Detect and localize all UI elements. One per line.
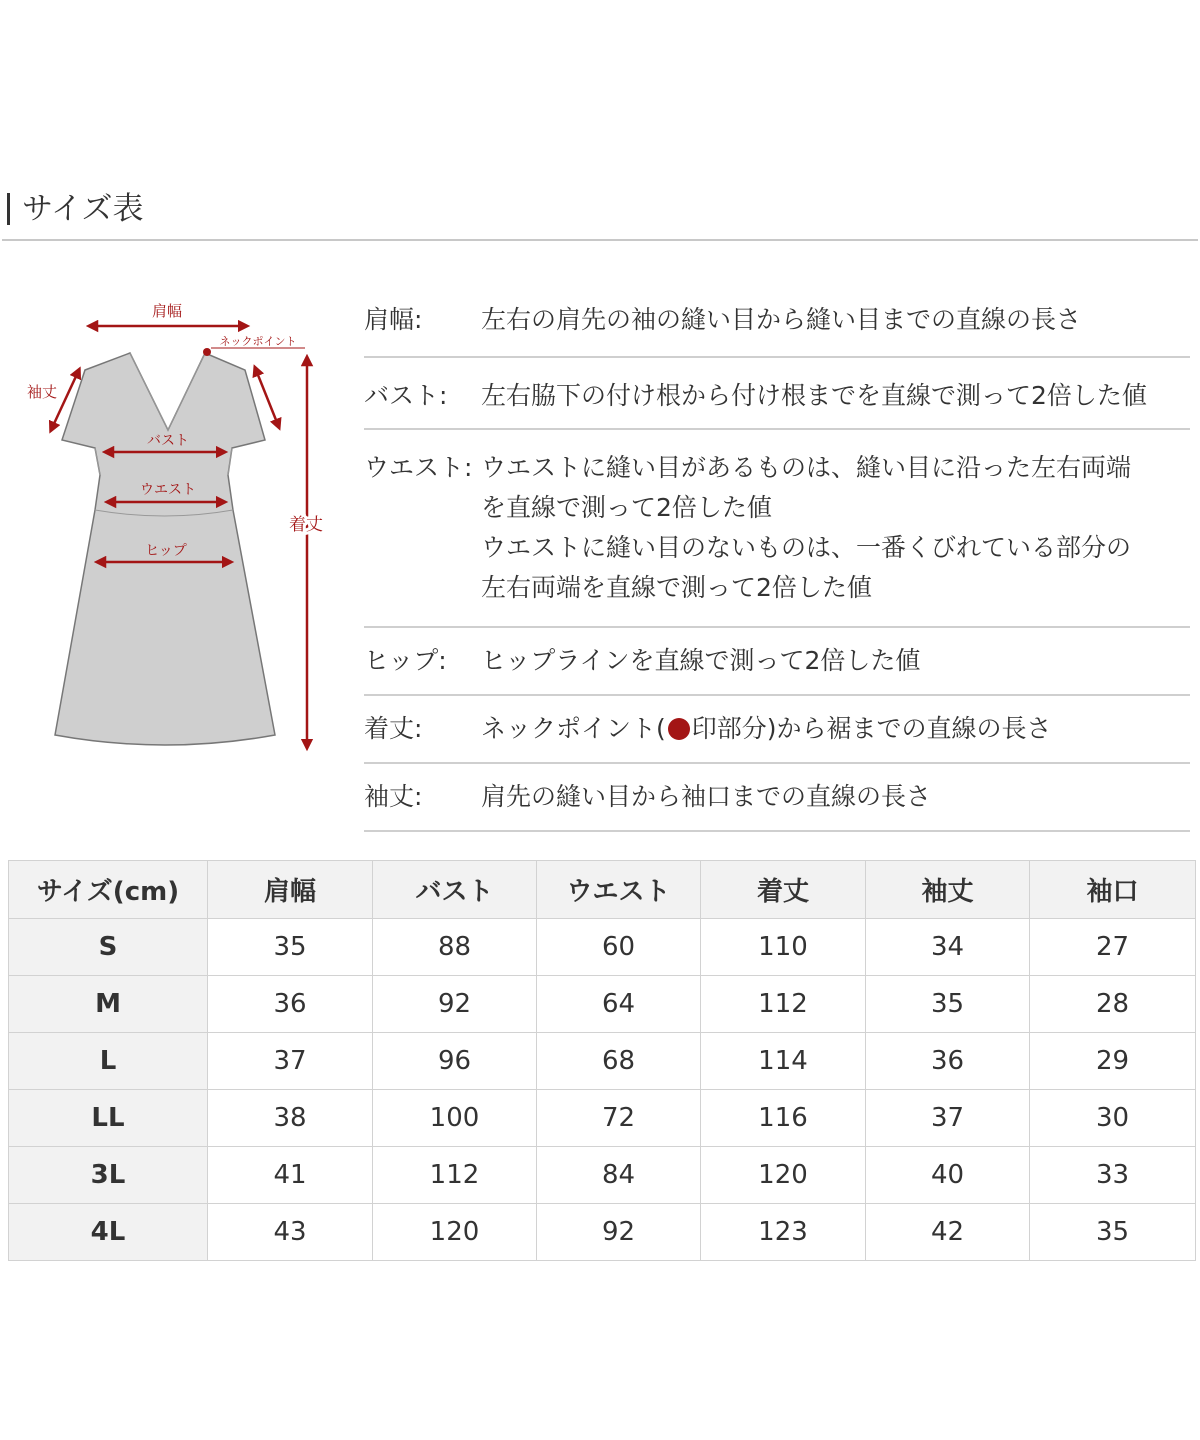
neck-point-dot-icon (668, 718, 690, 740)
definition-line-start: ネックポイント( (481, 714, 666, 743)
hip-label: ヒップ (145, 543, 187, 559)
table-cell: 110 (701, 919, 866, 976)
table-cell: 38 (208, 1090, 373, 1147)
neck-point-marker (203, 348, 211, 356)
definition-line: を直線で測って2倍した値 (481, 493, 772, 522)
table-row (9, 1033, 1196, 1090)
definition-term: 着丈: (364, 714, 423, 743)
definition-line: 左右の肩先の袖の縫い目から縫い目までの直線の長さ (481, 305, 1082, 334)
table-cell: 120 (701, 1147, 866, 1204)
header-bust: バスト (373, 861, 537, 919)
table-row (9, 919, 1196, 976)
definition-text (481, 641, 1190, 681)
table-cell: 100 (373, 1090, 537, 1147)
dress-illustration (0, 290, 340, 760)
definition-term: バスト: (364, 381, 448, 410)
header-length: 着丈 (701, 861, 866, 919)
definition-text (481, 300, 1190, 340)
header-cuff: 袖口 (1030, 861, 1196, 919)
table-cell: 60 (537, 919, 701, 976)
table-cell: 114 (701, 1033, 866, 1090)
definition-bust (364, 358, 1190, 430)
size-cell: 3L (9, 1147, 208, 1204)
table-row (9, 1090, 1196, 1147)
table-cell: 34 (866, 919, 1030, 976)
header-sleeve: 袖丈 (866, 861, 1030, 919)
header-accent-bar (7, 193, 10, 225)
table-cell: 64 (537, 976, 701, 1033)
table-cell: 28 (1030, 976, 1196, 1033)
table-cell: 41 (208, 1147, 373, 1204)
measurement-definitions (364, 295, 1190, 832)
table-cell: 40 (866, 1147, 1030, 1204)
size-cell: M (9, 976, 208, 1033)
size-cell: LL (9, 1090, 208, 1147)
bust-label: バスト (147, 433, 189, 449)
table-row (9, 1204, 1196, 1261)
definition-term: ウエスト: (364, 453, 473, 482)
definition-text (481, 777, 1190, 817)
size-cell: S (9, 919, 208, 976)
table-row (9, 976, 1196, 1033)
definition-hip (364, 628, 1190, 696)
definition-line: ウエストに縫い目のないものは、一番くびれている部分の (481, 533, 1132, 562)
table-cell: 35 (866, 976, 1030, 1033)
definition-line: 左右両端を直線で測って2倍した値 (481, 573, 872, 602)
definition-line-end: 印部分)から裾までの直線の長さ (691, 714, 1052, 743)
definition-term: ヒップ: (364, 646, 447, 675)
section-header (0, 185, 1200, 245)
definition-length (364, 696, 1190, 764)
definition-line: 肩先の縫い目から袖口までの直線の長さ (481, 782, 932, 811)
table-cell: 112 (373, 1147, 537, 1204)
table-cell: 42 (866, 1204, 1030, 1261)
table-cell: 112 (701, 976, 866, 1033)
table-cell: 36 (208, 976, 373, 1033)
table-row (9, 1147, 1196, 1204)
table-cell: 68 (537, 1033, 701, 1090)
table-cell: 120 (373, 1204, 537, 1261)
size-table (8, 860, 1196, 1261)
table-cell: 96 (373, 1033, 537, 1090)
definition-line: ヒップラインを直線で測って2倍した値 (481, 646, 921, 675)
waist-label: ウエスト (140, 482, 196, 498)
definition-text (481, 709, 1190, 749)
table-cell: 72 (537, 1090, 701, 1147)
page-title: サイズ表 (22, 191, 144, 227)
table-cell: 37 (866, 1090, 1030, 1147)
garment-diagram (0, 290, 340, 760)
length-label: 着丈 (289, 515, 323, 535)
definition-term: 肩幅: (364, 305, 423, 334)
table-header-row (9, 861, 1196, 919)
size-cell: L (9, 1033, 208, 1090)
table-cell: 30 (1030, 1090, 1196, 1147)
definition-shoulder (364, 295, 1190, 358)
table-cell: 37 (208, 1033, 373, 1090)
table-cell: 116 (701, 1090, 866, 1147)
table-cell: 27 (1030, 919, 1196, 976)
table-cell: 92 (537, 1204, 701, 1261)
table-cell: 36 (866, 1033, 1030, 1090)
header-shoulder: 肩幅 (208, 861, 373, 919)
definition-sleeve (364, 764, 1190, 832)
table-cell: 35 (1030, 1204, 1196, 1261)
definition-text (481, 448, 1190, 608)
table-cell: 35 (208, 919, 373, 976)
table-cell: 33 (1030, 1147, 1196, 1204)
header-waist: ウエスト (537, 861, 701, 919)
table-cell: 84 (537, 1147, 701, 1204)
sleeve-arrow-right (256, 370, 278, 425)
table-cell: 29 (1030, 1033, 1196, 1090)
table-cell: 92 (373, 976, 537, 1033)
header-size: サイズ(cm) (9, 861, 208, 919)
sleeve-label: 袖丈 (26, 383, 58, 401)
header-divider (2, 239, 1198, 241)
table-cell: 43 (208, 1204, 373, 1261)
definition-line: 左右脇下の付け根から付け根までを直線で測って2倍した値 (481, 381, 1147, 410)
neck-point-label: ネックポイント (219, 335, 297, 348)
size-cell: 4L (9, 1204, 208, 1261)
definition-waist (364, 430, 1190, 628)
definition-text (481, 376, 1190, 416)
table-cell: 88 (373, 919, 537, 976)
definition-line: ウエストに縫い目があるものは、縫い目に沿った左右両端 (481, 453, 1132, 482)
shoulder-label: 肩幅 (151, 302, 183, 320)
definition-term: 袖丈: (364, 782, 423, 811)
table-cell: 123 (701, 1204, 866, 1261)
